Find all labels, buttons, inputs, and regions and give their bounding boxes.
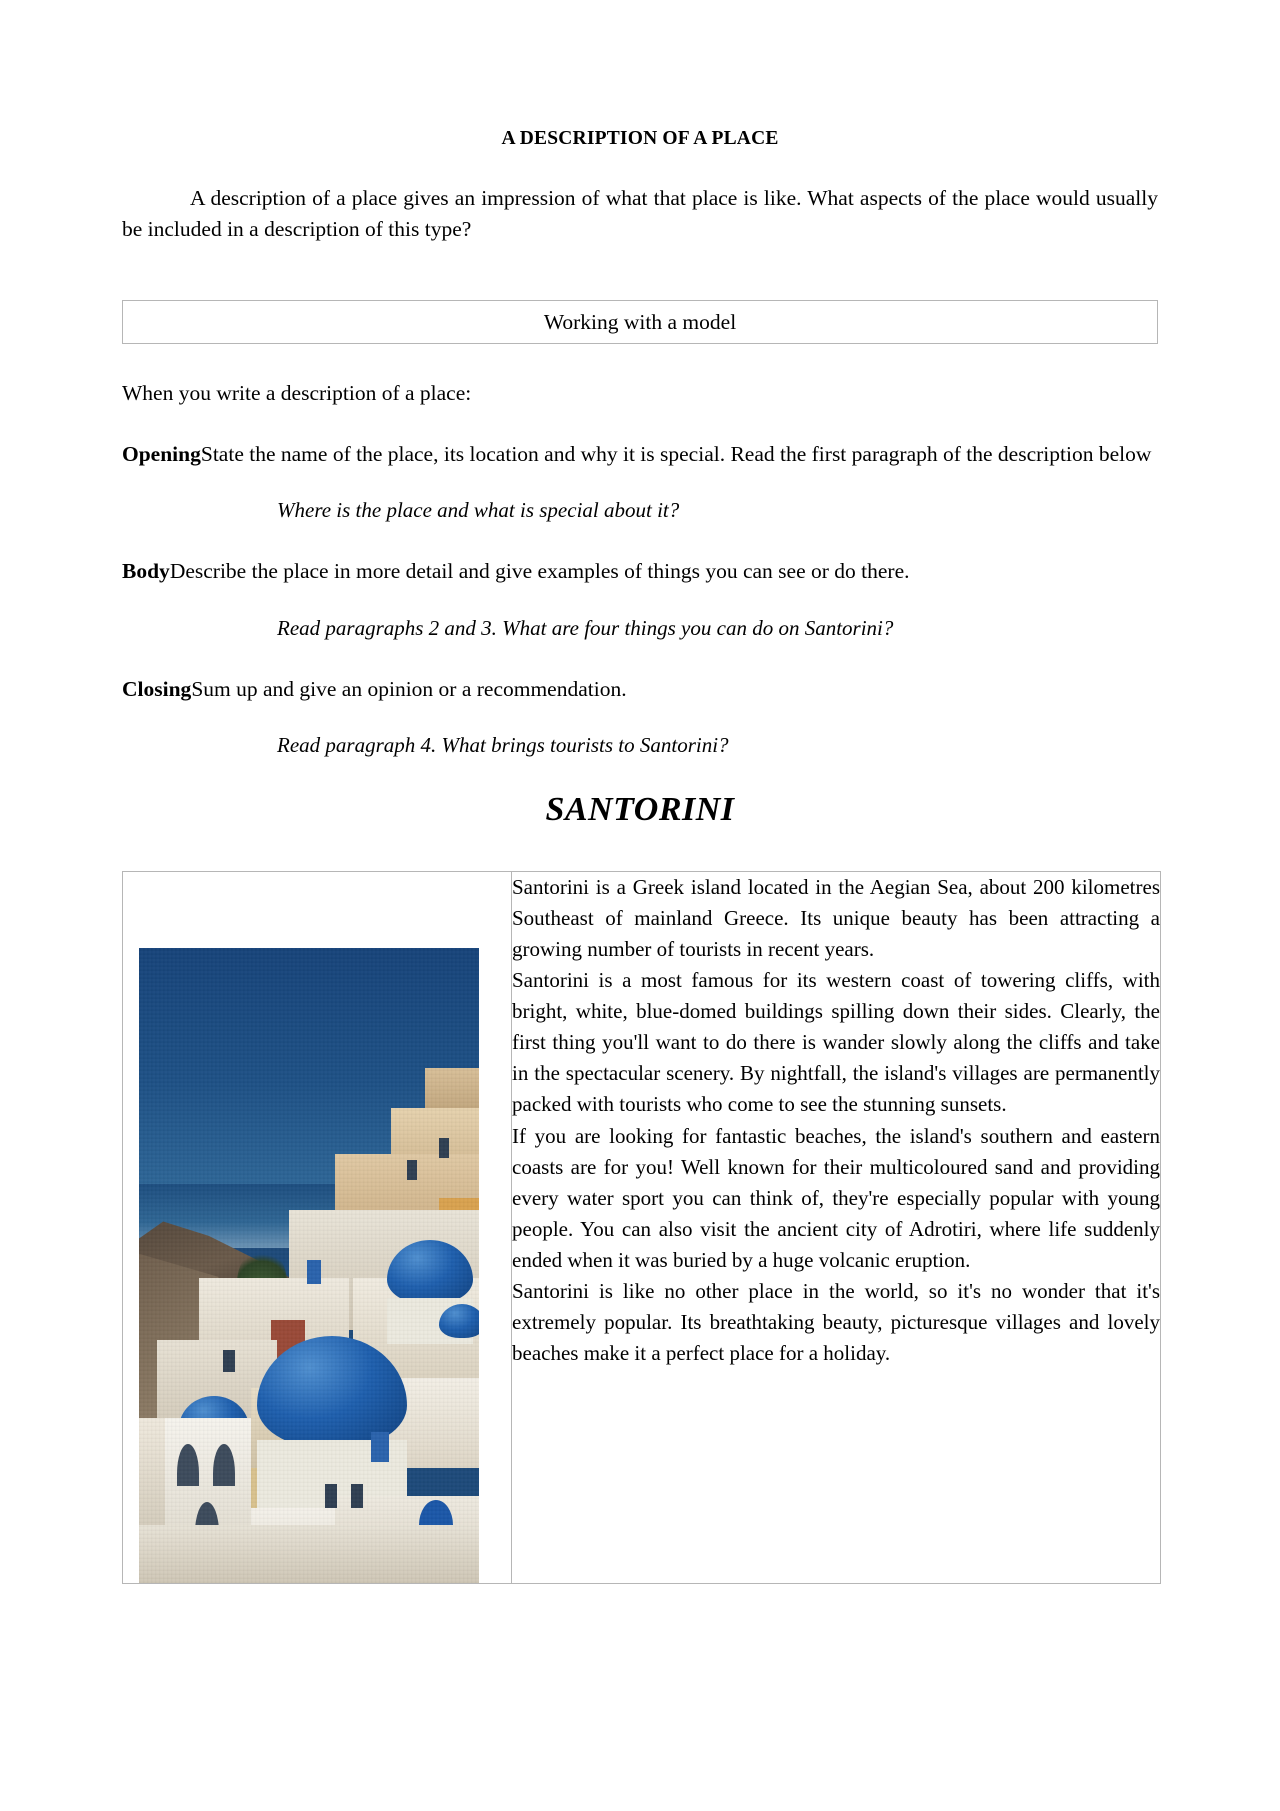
- photo-arch: [177, 1444, 199, 1486]
- section-label-body: Body: [122, 559, 170, 584]
- photo-window: [325, 1484, 337, 1508]
- article-paragraph: Santorini is a Greek island located in the Aegian Sea, about 200 kilometres Southeast of mainland Greece. Its unique beauty has been attracting a growing number of tourists in recent years.: [512, 874, 1160, 962]
- section-closing: [122, 644, 1158, 705]
- banner-label: Working with a model: [543, 309, 737, 334]
- section-label-opening: Opening: [122, 441, 201, 466]
- photo-wrapper: [123, 872, 511, 1583]
- page-title: A DESCRIPTION OF A PLACE: [501, 128, 779, 149]
- photo-blue-door: [371, 1432, 389, 1462]
- article-paragraph: Santorini is like no other place in the world, so it's no wonder that it's extremely popular. Its breathtaking beauty, picturesque villages and lovely beaches make it a perfect place for a holiday.: [512, 1278, 1160, 1366]
- section-opening: [122, 409, 1158, 470]
- question-opening: Where is the place and what is special about it?: [277, 498, 680, 523]
- section-body: [122, 526, 1158, 587]
- photo-blue-dome: [439, 1304, 479, 1338]
- document-content: [122, 0, 1158, 1584]
- intro-paragraph: A description of a place gives an impression of what that place is like. What aspects of the place would usually be included in a description of this type?: [122, 186, 1158, 241]
- place-title: SANTORINI: [545, 790, 735, 828]
- photo-arch: [213, 1444, 235, 1486]
- photo-window: [407, 1160, 417, 1180]
- section-text-closing: Sum up and give an opinion or a recommendation.: [191, 676, 627, 701]
- santorini-photo: [139, 948, 479, 1583]
- section-label-closing: Closing: [122, 676, 192, 701]
- section-text-body: Describe the place in more detail and give examples of things you can see or do there.: [169, 559, 910, 584]
- question-body: Read paragraphs 2 and 3. What are four things you can do on Santorini?: [277, 615, 894, 640]
- article-paragraph: If you are looking for fantastic beaches, the island's southern and eastern coasts are for you! Well known for their multicoloured sand and providing every water sport you can think of, they're especially popular with young people. You can also visit the ancient city of Adrotiri, where life suddenly ended when it was buried by a huge volcanic eruption.: [512, 1123, 1160, 1272]
- article-paragraph: Santorini is a most famous for its western coast of towering cliffs, with bright, white, blue-domed buildings spilling down their sides. Clearly, the first thing you'll want to do there is wander slowly along the cliffs and take in the spectacular scenery. By nightfall, the island's villages are permanently packed with tourists who come to see the stunning sunsets.: [512, 968, 1160, 1117]
- working-with-a-model-banner: [122, 300, 1158, 344]
- section-text-opening: State the name of the place, its location and why it is special. Read the first paragraph of the description below: [200, 441, 1152, 466]
- photo-foreground: [139, 1525, 479, 1583]
- lead-in-line: When you write a description of a place:: [122, 381, 472, 406]
- article-table: [122, 871, 1161, 1584]
- article-cell: [512, 871, 1161, 1583]
- table-row: [123, 871, 1161, 1583]
- photo-window: [439, 1138, 449, 1158]
- photo-cell: [123, 871, 512, 1583]
- photo-window: [351, 1484, 363, 1508]
- photo-window: [223, 1350, 235, 1372]
- photo-blue-door: [307, 1260, 321, 1284]
- question-closing: Read paragraph 4. What brings tourists to Santorini?: [277, 733, 729, 758]
